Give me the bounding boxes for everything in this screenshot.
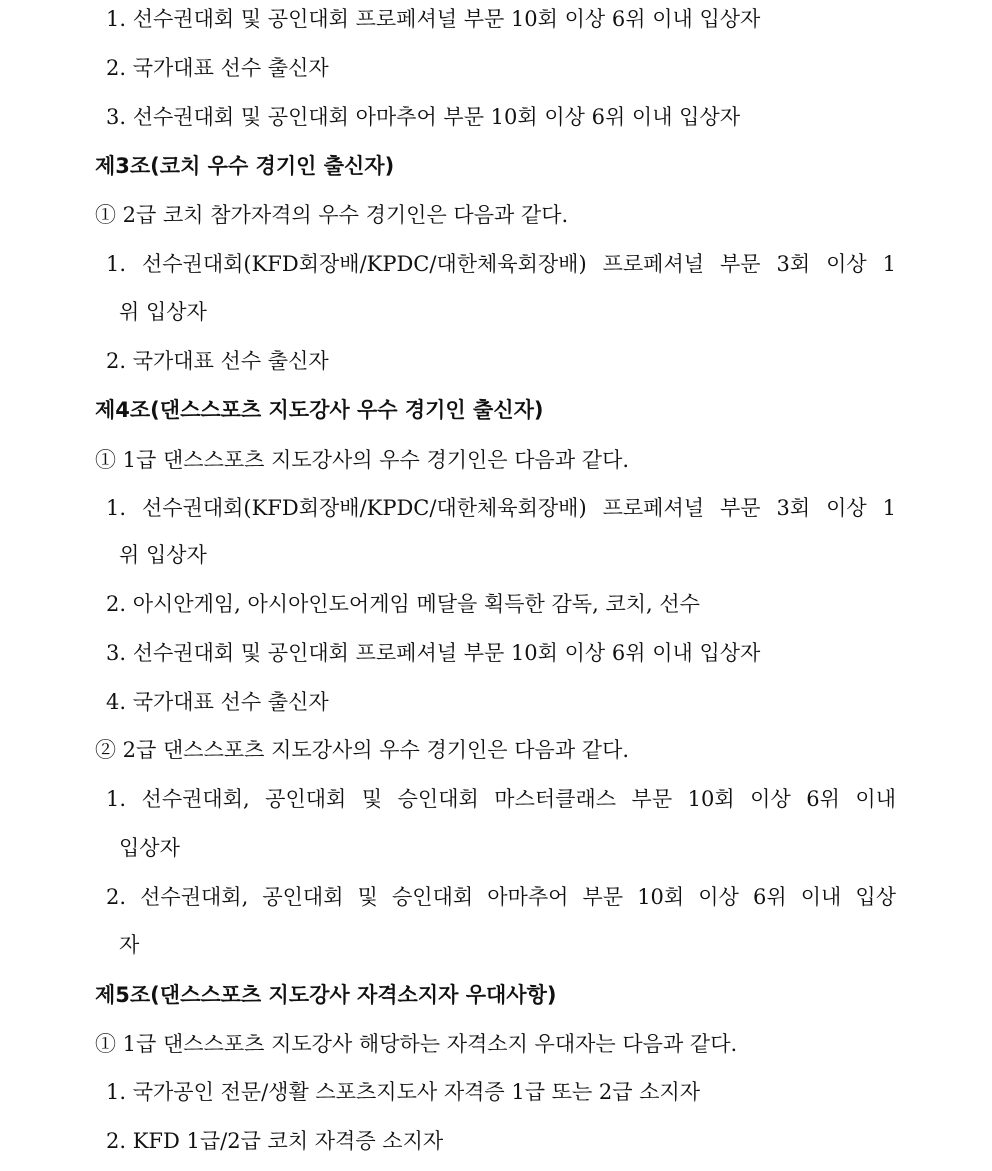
list-item: 2. KFD 1급/2급 코치 자격증 소지자 [106, 1129, 444, 1153]
list-item-continuation: 위 입상자 [119, 543, 207, 567]
clause-text: ① 2급 코치 참가자격의 우수 경기인은 다음과 같다. [95, 203, 569, 227]
article-heading: 제4조(댄스스포츠 지도강사 우수 경기인 출신자) [95, 398, 544, 422]
list-item-continuation: 자 [119, 933, 140, 957]
list-item: 1. 선수권대회, 공인대회 및 승인대회 마스터클래스 부문 10회 이상 6위 이내 [106, 787, 896, 811]
list-item: 2. 국가대표 선수 출신자 [106, 56, 329, 80]
list-item: 2. 선수권대회, 공인대회 및 승인대회 아마추어 부문 10회 이상 6위 이내 입상 [106, 885, 896, 909]
list-item: 2. 국가대표 선수 출신자 [106, 349, 329, 373]
article-heading: 제5조(댄스스포츠 지도강사 자격소지자 우대사항) [95, 983, 557, 1007]
list-item: 2. 아시안게임, 아시아인도어게임 메달을 획득한 감독, 코치, 선수 [106, 592, 700, 616]
list-item: 1. 선수권대회 및 공인대회 프로페셔널 부문 10회 이상 6위 이내 입상자 [106, 7, 761, 31]
list-item: 1. 선수권대회(KFD회장배/KPDC/대한체육회장배) 프로페셔널 부문 3회 이상 1 [106, 496, 896, 520]
list-item: 1. 선수권대회(KFD회장배/KPDC/대한체육회장배) 프로페셔널 부문 3회 이상 1 [106, 252, 896, 276]
list-item: 3. 선수권대회 및 공인대회 프로페셔널 부문 10회 이상 6위 이내 입상자 [106, 641, 761, 665]
list-item-continuation: 위 입상자 [119, 300, 207, 324]
list-item: 4. 국가대표 선수 출신자 [106, 690, 329, 714]
list-item: 3. 선수권대회 및 공인대회 아마추어 부문 10회 이상 6위 이내 입상자 [106, 105, 741, 129]
list-item: 1. 국가공인 전문/생활 스포츠지도사 자격증 1급 또는 2급 소지자 [106, 1080, 701, 1104]
clause-text: ① 1급 댄스스포츠 지도강사 해당하는 자격소지 우대자는 다음과 같다. [95, 1032, 738, 1056]
list-item-continuation: 입상자 [119, 836, 180, 860]
clause-text: ② 2급 댄스스포츠 지도강사의 우수 경기인은 다음과 같다. [95, 738, 630, 762]
article-heading: 제3조(코치 우수 경기인 출신자) [95, 154, 395, 178]
clause-text: ① 1급 댄스스포츠 지도강사의 우수 경기인은 다음과 같다. [95, 448, 630, 472]
